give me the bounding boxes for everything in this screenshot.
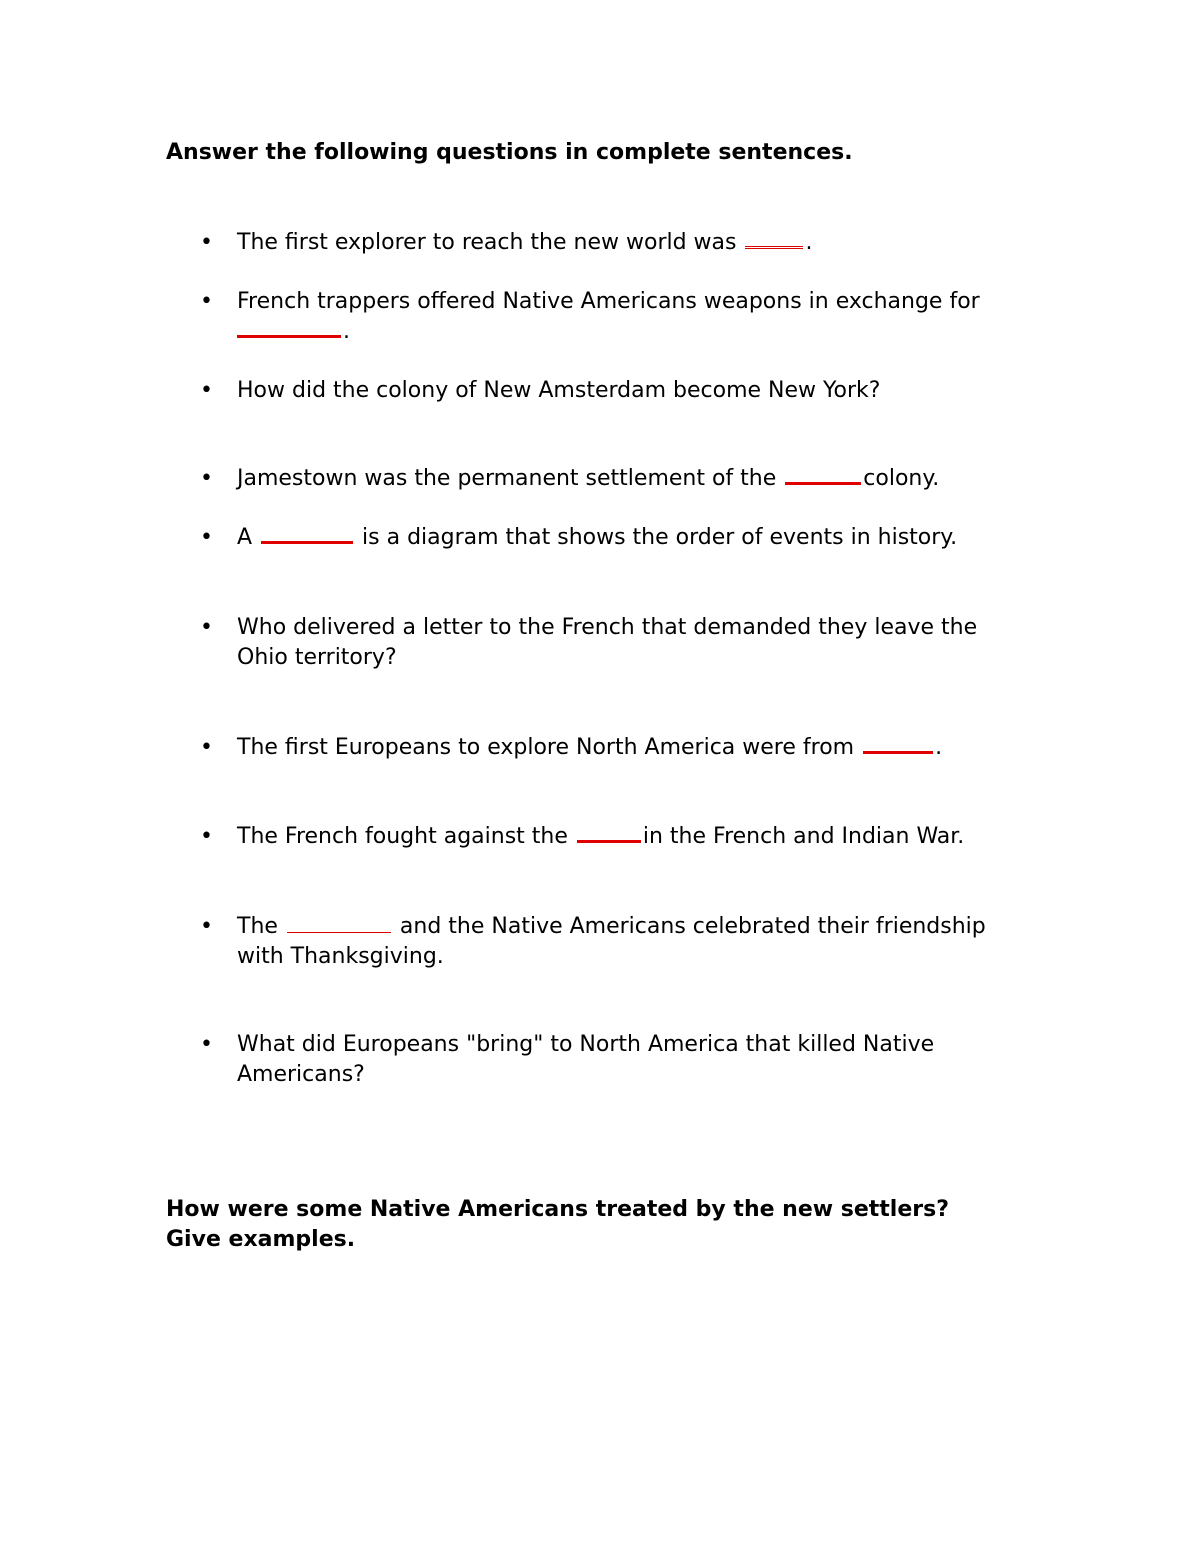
question-text-end: . [805, 230, 813, 255]
question-text: The French fought against the [237, 824, 575, 849]
question-item [200, 822, 1057, 852]
answer-blank[interactable] [745, 242, 803, 249]
question-text-end: . [935, 735, 943, 760]
question-text: What did Europeans "bring" to North America that killed Native [237, 1032, 935, 1057]
question-item [200, 464, 1057, 494]
bullet-icon: • [200, 914, 213, 939]
question-text: French trappers offered Native Americans weapons in exchange for [237, 289, 980, 314]
bullet-icon: • [200, 289, 213, 314]
bullet-icon: • [200, 824, 213, 849]
bullet-icon: • [200, 615, 213, 640]
question-item [200, 287, 1057, 347]
question-text: The [237, 914, 285, 939]
bullet-icon: • [200, 735, 213, 760]
question-item [200, 733, 1057, 763]
question-text-end: in the French and Indian War. [642, 824, 965, 849]
question-item [200, 613, 1057, 673]
final-question-line1: How were some Native Americans treated by the new settlers? [166, 1197, 949, 1222]
bullet-icon: • [200, 230, 213, 255]
instructions-heading: Answer the following questions in complete sentences. [166, 140, 853, 165]
question-text: A [237, 525, 260, 550]
question-item [200, 912, 1057, 972]
answer-blank[interactable] [785, 478, 861, 485]
answer-blank[interactable] [237, 331, 341, 338]
question-item [200, 376, 1057, 406]
bullet-icon: • [200, 466, 213, 491]
question-text: The first explorer to reach the new world was [237, 230, 744, 255]
question-text-line2: Americans? [237, 1062, 365, 1087]
bullet-icon: • [200, 525, 213, 550]
answer-blank[interactable] [261, 537, 353, 544]
question-text-mid: and the Native Americans celebrated their friendship [392, 914, 986, 939]
answer-blank[interactable] [287, 928, 391, 933]
answer-blank[interactable] [863, 747, 933, 754]
question-text-end: colony. [863, 466, 940, 491]
final-question-line2: Give examples. [166, 1227, 356, 1252]
question-text: Jamestown was the permanent settlement of the [237, 466, 784, 491]
question-text: How did the colony of New Amsterdam become New York? [237, 378, 881, 403]
bullet-icon: • [200, 378, 213, 403]
question-text-end: . [343, 319, 350, 344]
question-item [200, 523, 1057, 553]
question-text-line2: Ohio territory? [237, 645, 397, 670]
question-text: The first Europeans to explore North America were from [237, 735, 862, 760]
question-item [200, 1030, 1057, 1090]
question-item [200, 228, 1057, 258]
question-text-line2: with Thanksgiving. [237, 944, 444, 969]
bullet-icon: • [200, 1032, 213, 1057]
final-question [166, 1195, 949, 1255]
answer-blank[interactable] [577, 836, 641, 843]
question-text: Who delivered a letter to the French that demanded they leave the [237, 615, 978, 640]
question-text-end: is a diagram that shows the order of events in history. [355, 525, 958, 550]
